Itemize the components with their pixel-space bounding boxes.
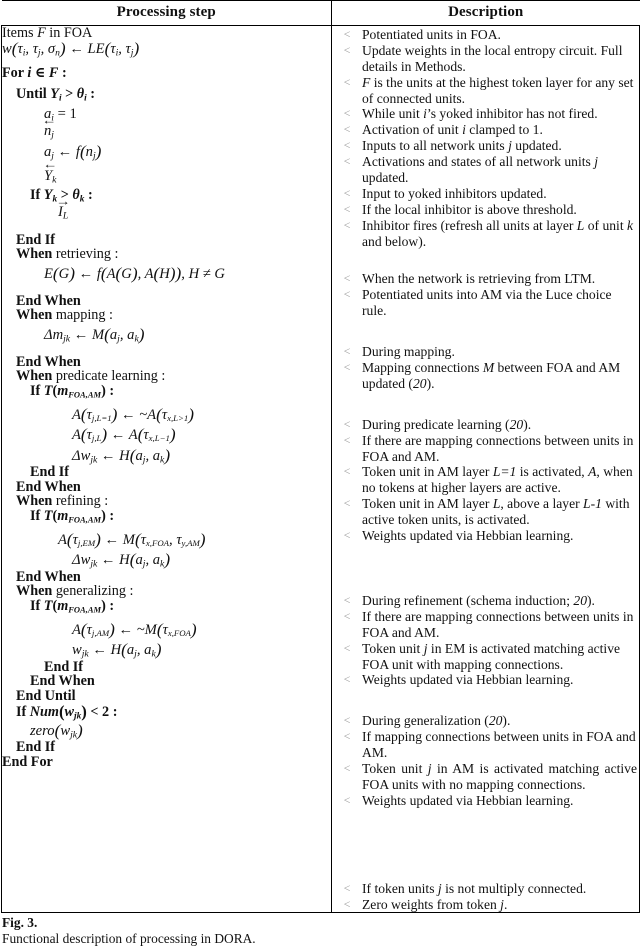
bullet-mark-icon: < bbox=[343, 792, 351, 807]
bullet-mark-icon: < bbox=[343, 672, 351, 687]
step-line: $A(\tau_{j,EM})$ ← $M(\tau_{x,FOA}$, $\tau_{y,AM}$) bbox=[58, 529, 206, 549]
description-row bbox=[332, 138, 639, 154]
description-row bbox=[332, 218, 639, 250]
bullet-mark-icon: < bbox=[343, 640, 351, 655]
description-row bbox=[332, 186, 639, 202]
step-line: ← $n_j$ bbox=[2, 124, 331, 141]
description-text: Weights updated via Hebbian learning. bbox=[362, 672, 574, 688]
description-text: While unit i’s yoked inhibitor has not fired. bbox=[362, 106, 598, 122]
step-line: If $T(m_{FOA,AM})$ : bbox=[30, 382, 115, 400]
processing-table bbox=[1, 0, 640, 913]
step-line: $zero(w_{jk})$ bbox=[30, 721, 83, 741]
step-line: End When bbox=[16, 568, 81, 585]
description-row bbox=[332, 609, 639, 641]
step-line: End If bbox=[16, 739, 56, 756]
step-line: End When bbox=[16, 292, 81, 309]
description-row bbox=[332, 672, 639, 688]
description-text: Potentiated units in FOA. bbox=[362, 27, 501, 42]
description-text: During refinement (schema induction; 20). bbox=[362, 592, 595, 608]
step-line: $w(\tau_i$, $\tau_j$, $\sigma_n$) ← $LE(\tau_i$, $\tau_j$) bbox=[2, 39, 140, 59]
description-text: If mapping connections between units in FOA and AM. bbox=[362, 729, 636, 761]
bullet-mark-icon: < bbox=[343, 464, 351, 479]
description-text: When the network is retrieving from LTM. bbox=[362, 271, 596, 287]
description-text: Weights updated via Hebbian learning. bbox=[362, 528, 574, 544]
description-row bbox=[332, 729, 639, 761]
step-line: Items F in FOA bbox=[2, 25, 93, 41]
bullet-mark-icon: < bbox=[343, 287, 351, 302]
description-row bbox=[332, 713, 639, 729]
step-line: $\Delta w_{jk}$ ← $H(a_j$, $a_k$) bbox=[72, 550, 171, 570]
description-row bbox=[332, 271, 639, 287]
column-header-description: Description bbox=[332, 1, 640, 26]
bullet-mark-icon: < bbox=[343, 432, 351, 447]
description-row bbox=[332, 417, 639, 433]
bullet-mark-icon: < bbox=[343, 496, 351, 511]
step-line: $A(\tau_{j,L=1})$ ← $\sim A(\tau_{x,L>1})$ bbox=[72, 404, 195, 424]
bullet-mark-icon: < bbox=[343, 271, 351, 286]
description-row bbox=[332, 593, 639, 609]
description-row bbox=[332, 464, 639, 496]
description-text: Weights updated via Hebbian learning. bbox=[362, 792, 574, 808]
bullet-mark-icon: < bbox=[343, 880, 351, 895]
bullet-mark-icon: < bbox=[343, 608, 351, 623]
description-text: Inputs to all network units j updated. bbox=[362, 138, 562, 154]
step-line: $a_j$ ← $f(n_j)$ bbox=[44, 142, 102, 162]
figure-caption bbox=[0, 913, 640, 947]
description-text: F is the units at the highest token layer for any set of connected units. bbox=[362, 74, 634, 106]
description-text: During generalization (20). bbox=[362, 713, 511, 729]
description-row bbox=[332, 897, 639, 913]
step-line: If $T(m_{FOA,AM})$ : bbox=[30, 597, 115, 615]
bullet-mark-icon: < bbox=[343, 528, 351, 543]
description-text: Zero weights from token j. bbox=[362, 896, 508, 912]
figure-caption-text: Functional description of processing in DORA. bbox=[2, 931, 256, 947]
bullet-mark-icon: < bbox=[343, 201, 351, 216]
step-line: End When bbox=[16, 478, 81, 495]
description-row bbox=[332, 433, 639, 465]
step-line: End For bbox=[2, 753, 53, 770]
description-text: If there are mapping connections between units in FOA and AM. bbox=[362, 608, 634, 640]
description-row bbox=[332, 793, 639, 809]
description-text: If token units j is not multiply connected. bbox=[362, 880, 587, 896]
step-line: End When bbox=[30, 673, 95, 690]
bullet-mark-icon: < bbox=[343, 896, 351, 911]
bullet-mark-icon: < bbox=[343, 106, 351, 121]
description-row bbox=[332, 496, 639, 528]
description-row bbox=[332, 27, 639, 43]
description-text: Inhibitor fires (refresh all units at layer L of unit k and below). bbox=[362, 217, 634, 249]
step-line: When refining : bbox=[16, 493, 109, 510]
bullet-mark-icon: < bbox=[343, 360, 351, 375]
description-row bbox=[332, 154, 639, 186]
description-text: If there are mapping connections between units in FOA and AM. bbox=[362, 432, 634, 464]
description-row bbox=[332, 761, 639, 793]
bullet-mark-icon: < bbox=[343, 760, 351, 775]
description-row bbox=[332, 344, 639, 360]
description-row bbox=[332, 287, 639, 319]
description-text: Activation of unit i clamped to 1. bbox=[362, 122, 543, 138]
column-header-processing-step: Processing step bbox=[2, 1, 332, 26]
step-line: If $T(m_{FOA,AM})$ : bbox=[30, 507, 115, 525]
step-line: For i ∈ F : bbox=[2, 64, 67, 81]
description-text: Activations and states of all network units j updated. bbox=[362, 154, 598, 186]
step-line: → $I_L$ bbox=[2, 205, 331, 222]
bullet-mark-icon: < bbox=[343, 729, 351, 744]
description-cell bbox=[332, 26, 640, 913]
bullet-mark-icon: < bbox=[343, 344, 351, 359]
step-line: When mapping : bbox=[16, 307, 113, 324]
step-line: $\Delta w_{jk}$ ← $H(a_j$, $a_k$) bbox=[72, 446, 171, 466]
step-line: End Until bbox=[16, 687, 76, 704]
description-text: Update weights in the local entropy circuit. Full details in Methods. bbox=[362, 42, 623, 74]
description-row bbox=[332, 75, 639, 107]
description-row bbox=[332, 528, 639, 544]
step-line: End If bbox=[16, 232, 56, 248]
description-text: Token unit j in EM is activated matching active FOA unit with mapping connections. bbox=[362, 640, 621, 672]
step-line: E(G) ← f(A(G), A(H)), H ≠ G bbox=[44, 263, 225, 283]
step-line: $A(\tau_{j,L})$ ← $A(\tau_{x,L-1})$ bbox=[72, 425, 176, 445]
processing-step-cell bbox=[2, 26, 332, 913]
step-line: When generalizing : bbox=[16, 583, 134, 600]
bullet-mark-icon: < bbox=[343, 185, 351, 200]
description-row bbox=[332, 43, 639, 75]
bullet-mark-icon: < bbox=[343, 416, 351, 431]
step-line: Until $Y_i > \theta_i$ : bbox=[16, 86, 96, 104]
description-row bbox=[332, 122, 639, 138]
bullet-mark-icon: < bbox=[343, 74, 351, 89]
step-line: ← $Y_k$ bbox=[2, 169, 331, 186]
description-text: Token unit in AM layer L, above a layer L-1 with active token units, is activated. bbox=[362, 496, 630, 528]
step-line: End If bbox=[44, 658, 84, 675]
step-line: $w_{jk}$ ← $H(a_j$, $a_k$) bbox=[72, 640, 162, 660]
description-text: Potentiated units into AM via the Luce choice rule. bbox=[362, 287, 612, 319]
step-line: When retrieving : bbox=[16, 246, 119, 263]
bullet-mark-icon: < bbox=[343, 27, 351, 41]
step-line: $\Delta m_{jk}$ ← $M(a_j$, $a_k$) bbox=[44, 324, 145, 344]
description-row bbox=[332, 106, 639, 122]
description-text: If the local inhibitor is above threshold. bbox=[362, 201, 577, 217]
bullet-mark-icon: < bbox=[343, 122, 351, 137]
bullet-mark-icon: < bbox=[343, 138, 351, 153]
step-line: End When bbox=[16, 353, 81, 370]
figure-caption-label: Fig. 3. bbox=[2, 915, 38, 931]
description-row bbox=[332, 881, 639, 897]
step-line: $a_i = 1$ bbox=[44, 106, 77, 125]
step-line: If $Y_k > \theta_k$ : bbox=[30, 187, 93, 205]
step-line: If $Num(w_{jk}) < 2$ : bbox=[16, 702, 118, 722]
step-line: $A(\tau_{j,AM})$ ← $\sim M(\tau_{x,FOA})$ bbox=[72, 619, 197, 639]
bullet-mark-icon: < bbox=[343, 42, 351, 57]
table-header-row bbox=[2, 1, 640, 26]
description-text: Token unit in AM layer L=1 is activated, A, when no tokens at higher layers are active. bbox=[362, 464, 633, 496]
description-row bbox=[332, 641, 639, 673]
description-text: Input to yoked inhibitors updated. bbox=[362, 185, 547, 201]
description-text: During mapping. bbox=[362, 344, 455, 360]
description-text: Token unit j in AM is activated matching active FOA units with no mapping connections. bbox=[362, 760, 637, 792]
table-body-row bbox=[2, 26, 640, 913]
step-line: When predicate learning : bbox=[16, 368, 166, 385]
step-line: End If bbox=[30, 464, 70, 481]
description-text: Mapping connections M between FOA and AM updated (20). bbox=[362, 360, 621, 391]
bullet-mark-icon: < bbox=[343, 217, 351, 232]
bullet-mark-icon: < bbox=[343, 154, 351, 169]
description-row bbox=[332, 360, 639, 392]
description-row bbox=[332, 202, 639, 218]
description-text: During predicate learning (20). bbox=[362, 416, 532, 432]
bullet-mark-icon: < bbox=[343, 713, 351, 728]
bullet-mark-icon: < bbox=[343, 592, 351, 607]
